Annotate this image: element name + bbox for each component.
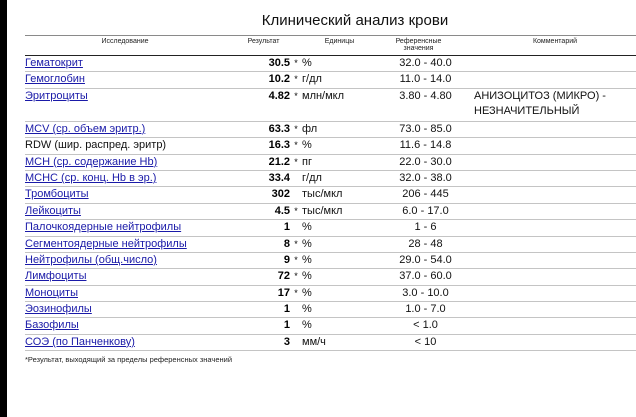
test-name-link[interactable]: MCH (ср. содержание Hb): [25, 155, 158, 168]
out-of-range-flag: *: [294, 205, 298, 216]
test-name-link[interactable]: СОЭ (по Панченкову): [25, 335, 135, 348]
reference-range-cell: 206 - 445: [377, 187, 474, 203]
result-value: 9: [283, 253, 290, 266]
result-cell: [225, 236, 302, 252]
results-table: [25, 35, 636, 351]
table-row: [25, 318, 636, 334]
comment-cell: [474, 318, 636, 334]
units-cell: мм/ч: [302, 334, 377, 350]
reference-range-cell: 37.0 - 60.0: [377, 269, 474, 285]
result-cell: [225, 203, 302, 219]
units-cell: %: [302, 285, 377, 301]
table-row: [25, 170, 636, 186]
table-row: [25, 269, 636, 285]
result-cell: [225, 88, 302, 121]
reference-range-cell: 1 - 6: [377, 220, 474, 236]
test-name-cell: [25, 236, 225, 252]
units-cell: пг: [302, 154, 377, 170]
table-row: [25, 236, 636, 252]
result-cell: [225, 285, 302, 301]
result-cell: [225, 72, 302, 88]
comment-cell: [474, 285, 636, 301]
test-name-link[interactable]: Нейтрофилы (общ.число): [25, 253, 157, 266]
test-name-cell: [25, 285, 225, 301]
result-value: 1: [283, 303, 290, 316]
result-cell: [225, 56, 302, 72]
units-cell: фл: [302, 121, 377, 137]
test-name-link[interactable]: Лимфоциты: [25, 270, 87, 283]
result-value: 33.4: [268, 171, 290, 184]
reference-range-cell: 3.0 - 10.0: [377, 285, 474, 301]
table-row: [25, 88, 636, 121]
units-cell: %: [302, 56, 377, 72]
out-of-range-flag: *: [294, 90, 298, 101]
test-name-link[interactable]: MCHC (ср. конц. Hb в эр.): [25, 171, 157, 184]
comment-cell: [474, 121, 636, 137]
out-of-range-flag: *: [294, 271, 298, 282]
result-cell: [225, 334, 302, 350]
reference-range-cell: 32.0 - 40.0: [377, 56, 474, 72]
header-reference-line: значения: [403, 45, 434, 52]
header-units: Единицы: [302, 36, 377, 56]
comment-cell: [474, 187, 636, 203]
test-name-link[interactable]: Базофилы: [25, 319, 79, 332]
reference-range-cell: 22.0 - 30.0: [377, 154, 474, 170]
table-row: [25, 220, 636, 236]
comment-cell: [474, 138, 636, 154]
comment-cell: [474, 220, 636, 236]
units-cell: г/дл: [302, 72, 377, 88]
test-name-cell: [25, 121, 225, 137]
test-name-link[interactable]: Тромбоциты: [25, 188, 89, 201]
table-row: [25, 302, 636, 318]
comment-cell: [474, 236, 636, 252]
result-cell: [225, 318, 302, 334]
header-test: Исследование: [25, 36, 225, 56]
units-cell: %: [302, 269, 377, 285]
test-name-link[interactable]: MCV (ср. объем эритр.): [25, 122, 146, 135]
reference-range-cell: 73.0 - 85.0: [377, 121, 474, 137]
units-cell: %: [302, 220, 377, 236]
table-row: [25, 252, 636, 268]
table-row: [25, 56, 636, 72]
test-name-link[interactable]: Лейкоциты: [25, 204, 81, 217]
header-reference: [377, 36, 474, 56]
table-row: [25, 203, 636, 219]
comment-cell: [474, 203, 636, 219]
comment-cell: [474, 252, 636, 268]
header-comment: Комментарий: [474, 36, 636, 56]
reference-range-cell: 11.6 - 14.8: [377, 138, 474, 154]
test-name-link[interactable]: Эритроциты: [25, 89, 88, 102]
table-row: [25, 285, 636, 301]
comment-cell: [474, 154, 636, 170]
result-value: 17: [277, 286, 290, 299]
reference-range-cell: 32.0 - 38.0: [377, 170, 474, 186]
result-value: 302: [271, 188, 290, 201]
result-value: 1: [283, 221, 290, 234]
reference-range-cell: 1.0 - 7.0: [377, 302, 474, 318]
result-value: 72: [277, 270, 290, 283]
result-cell: [225, 187, 302, 203]
test-name-cell: [25, 269, 225, 285]
out-of-range-flag: *: [294, 287, 298, 298]
result-value: 30.5: [268, 57, 290, 69]
units-cell: млн/мкл: [302, 88, 377, 121]
units-cell: %: [302, 252, 377, 268]
header-reference-line: Референсные: [395, 38, 442, 45]
reference-range-cell: 28 - 48: [377, 236, 474, 252]
units-cell: тыс/мкл: [302, 187, 377, 203]
report-title: Клинический анализ крови: [261, 12, 449, 29]
left-border-strip: [0, 0, 7, 417]
reference-range-cell: < 10: [377, 334, 474, 350]
test-name-cell: [25, 302, 225, 318]
units-cell: %: [302, 318, 377, 334]
test-name-cell: [25, 72, 225, 88]
result-cell: [225, 252, 302, 268]
table-row: [25, 121, 636, 137]
result-cell: [225, 170, 302, 186]
reference-range-cell: 6.0 - 17.0: [377, 203, 474, 219]
comment-cell: [474, 56, 636, 72]
result-value: 4.5: [274, 204, 290, 217]
test-name-cell: [25, 138, 225, 154]
reference-range-cell: 11.0 - 14.0: [377, 72, 474, 88]
result-value: 8: [283, 237, 290, 250]
test-name-cell: [25, 56, 225, 72]
table-row: [25, 334, 636, 350]
result-value: 10.2: [268, 73, 290, 86]
header-result: Результат: [225, 36, 302, 56]
footnote: *Результат, выходящий за пределы референсных значений: [25, 355, 233, 364]
units-cell: г/дл: [302, 170, 377, 186]
table-row: [25, 187, 636, 203]
table-header-row: [25, 36, 636, 56]
out-of-range-flag: *: [294, 156, 298, 167]
test-name-text: RDW (шир. распред. эритр): [25, 139, 167, 152]
comment-cell: [474, 170, 636, 186]
result-cell: [225, 302, 302, 318]
result-value: 21.2: [268, 155, 290, 168]
header-reference-label: [396, 38, 442, 52]
reference-range-cell: 3.80 - 4.80: [377, 88, 474, 121]
test-name-link[interactable]: Палочкоядерные нейтрофилы: [25, 221, 182, 234]
result-value: 3: [283, 335, 290, 348]
out-of-range-flag: *: [294, 254, 298, 265]
test-name-link[interactable]: Сегментоядерные нейтрофилы: [25, 237, 187, 250]
reference-range-cell: < 1.0: [377, 318, 474, 334]
units-cell: %: [302, 138, 377, 154]
comment-cell: [474, 269, 636, 285]
units-cell: %: [302, 236, 377, 252]
test-name-cell: [25, 318, 225, 334]
test-name-cell: [25, 154, 225, 170]
out-of-range-flag: *: [294, 74, 298, 85]
result-value: 16.3: [268, 139, 290, 152]
reference-range-cell: 29.0 - 54.0: [377, 252, 474, 268]
out-of-range-flag: *: [294, 123, 298, 134]
test-name-link[interactable]: Моноциты: [25, 286, 78, 299]
test-name-link[interactable]: Эозинофилы: [25, 303, 92, 316]
comment-cell: АНИЗОЦИТОЗ (МИКРО) - НЕЗНАЧИТЕЛЬНЫЙ: [474, 88, 636, 121]
out-of-range-flag: *: [294, 58, 298, 68]
test-name-cell: [25, 187, 225, 203]
results-body: [25, 56, 636, 351]
result-cell: [225, 138, 302, 154]
test-name-cell: [25, 203, 225, 219]
result-value: 1: [283, 319, 290, 332]
test-name-cell: [25, 170, 225, 186]
test-name-cell: [25, 88, 225, 121]
units-cell: тыс/мкл: [302, 203, 377, 219]
test-name-link[interactable]: Гематокрит: [25, 57, 83, 69]
comment-cell: [474, 302, 636, 318]
result-cell: [225, 121, 302, 137]
test-name-cell: [25, 252, 225, 268]
test-name-cell: [25, 220, 225, 236]
test-name-cell: [25, 334, 225, 350]
result-cell: [225, 269, 302, 285]
out-of-range-flag: *: [294, 238, 298, 249]
result-cell: [225, 154, 302, 170]
test-name-link[interactable]: Гемоглобин: [25, 73, 85, 86]
result-value: 4.82: [268, 89, 290, 102]
comment-cell: [474, 72, 636, 88]
out-of-range-flag: *: [294, 140, 298, 151]
units-cell: %: [302, 302, 377, 318]
result-value: 63.3: [268, 122, 290, 135]
table-row: [25, 72, 636, 88]
table-row: [25, 154, 636, 170]
result-cell: [225, 220, 302, 236]
table-row: [25, 138, 636, 154]
comment-cell: [474, 334, 636, 350]
